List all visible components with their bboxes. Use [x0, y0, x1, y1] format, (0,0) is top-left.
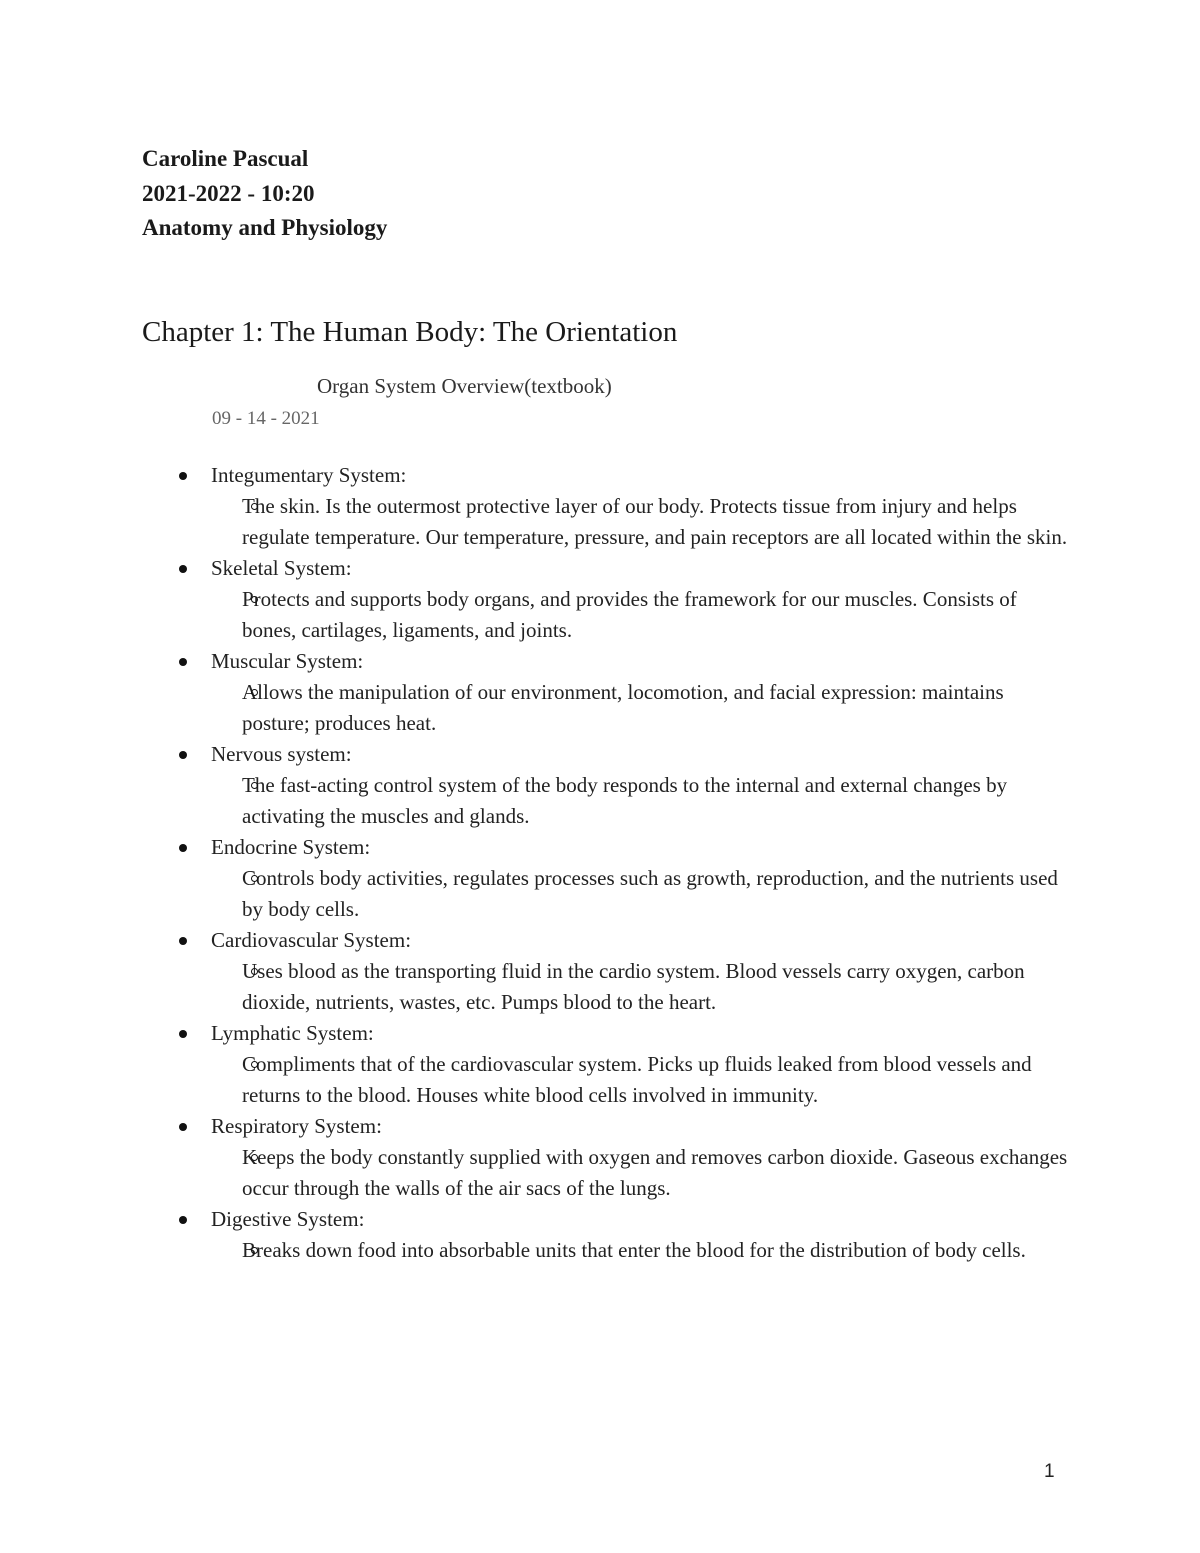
hollow-bullet-icon	[251, 1061, 258, 1068]
system-description: Controls body activities, regulates processes such as growth, reproduction, and the nutrients used by body cells.	[242, 866, 1058, 921]
page-number: 1	[1044, 1461, 1055, 1482]
sub-list-item	[170, 677, 1070, 739]
bullet-icon	[179, 1216, 187, 1224]
bullet-icon	[179, 565, 187, 573]
sub-list-item	[170, 1049, 1070, 1111]
list-item	[170, 1204, 1070, 1266]
sub-list-item	[170, 1142, 1070, 1204]
sub-list-item	[170, 956, 1070, 1018]
system-description: The fast-acting control system of the body responds to the internal and external changes by activating the muscles and glands.	[242, 773, 1008, 828]
system-description: Compliments that of the cardiovascular system. Picks up fluids leaked from blood vessels and returns to the blood. Houses white blood cells involved in immunity.	[242, 1052, 1032, 1107]
sub-list-item	[170, 863, 1070, 925]
list-item	[170, 1018, 1070, 1111]
system-description: Uses blood as the transporting fluid in the cardio system. Blood vessels carry oxygen, carbon dioxide, nutrients, wastes, etc. Pumps blood to the heart.	[242, 959, 1025, 1014]
hollow-bullet-icon	[251, 1154, 258, 1161]
chapter-title: Chapter 1: The Human Body: The Orientation	[142, 316, 678, 348]
system-name: Respiratory System:	[211, 1114, 382, 1138]
bullet-icon	[179, 472, 187, 480]
system-name: Lymphatic System:	[211, 1021, 374, 1045]
sub-list-item	[170, 584, 1070, 646]
author-name: Caroline Pascual	[142, 146, 309, 171]
system-name: Skeletal System:	[211, 556, 352, 580]
system-description: Allows the manipulation of our environment, locomotion, and facial expression: maintains posture; produces heat.	[242, 680, 1004, 735]
list-item	[170, 460, 1070, 553]
school-year-period: 2021-2022 - 10:20	[142, 180, 315, 206]
course-name: Anatomy and Physiology	[142, 215, 388, 240]
system-description: Breaks down food into absorbable units that enter the blood for the distribution of body cells.	[242, 1238, 1026, 1262]
system-name: Endocrine System:	[211, 835, 371, 859]
hollow-bullet-icon	[251, 596, 258, 603]
hollow-bullet-icon	[251, 968, 258, 975]
bullet-icon	[179, 658, 187, 666]
bullet-icon	[179, 937, 187, 945]
hollow-bullet-icon	[251, 689, 258, 696]
section-heading: Organ System Overview(textbook)	[317, 374, 612, 398]
hollow-bullet-icon	[251, 875, 258, 882]
document-header	[142, 142, 387, 246]
note-date: 09 - 14 - 2021	[212, 408, 320, 429]
hollow-bullet-icon	[251, 782, 258, 789]
system-name: Digestive System:	[211, 1207, 365, 1231]
list-item	[170, 553, 1070, 646]
organ-systems-list	[170, 460, 1070, 1266]
system-name: Integumentary System:	[211, 463, 407, 487]
list-item	[170, 739, 1070, 832]
sub-list-item	[170, 770, 1070, 832]
system-name: Muscular System:	[211, 649, 364, 673]
sub-list-item	[170, 1235, 1070, 1266]
system-name: Cardiovascular System:	[211, 928, 412, 952]
bullet-icon	[179, 1030, 187, 1038]
hollow-bullet-icon	[251, 503, 258, 510]
sub-list-item	[170, 491, 1070, 553]
list-item	[170, 1111, 1070, 1204]
bullet-icon	[179, 751, 187, 759]
list-item	[170, 832, 1070, 925]
list-item	[170, 646, 1070, 739]
system-description: The skin. Is the outermost protective layer of our body. Protects tissue from injury and helps regulate temperature. Our temperature, pressure, and pain receptors are all located within the skin.	[242, 494, 1068, 549]
system-description: Protects and supports body organs, and provides the framework for our muscles. Consists of bones, cartilages, ligaments, and joints.	[242, 587, 1017, 642]
list-item	[170, 925, 1070, 1018]
bullet-icon	[179, 1123, 187, 1131]
system-description: Keeps the body constantly supplied with oxygen and removes carbon dioxide. Gaseous exchanges occur through the walls of the air sacs of the lungs.	[242, 1145, 1068, 1200]
system-name: Nervous system:	[211, 742, 352, 766]
bullet-icon	[179, 844, 187, 852]
hollow-bullet-icon	[251, 1247, 258, 1254]
